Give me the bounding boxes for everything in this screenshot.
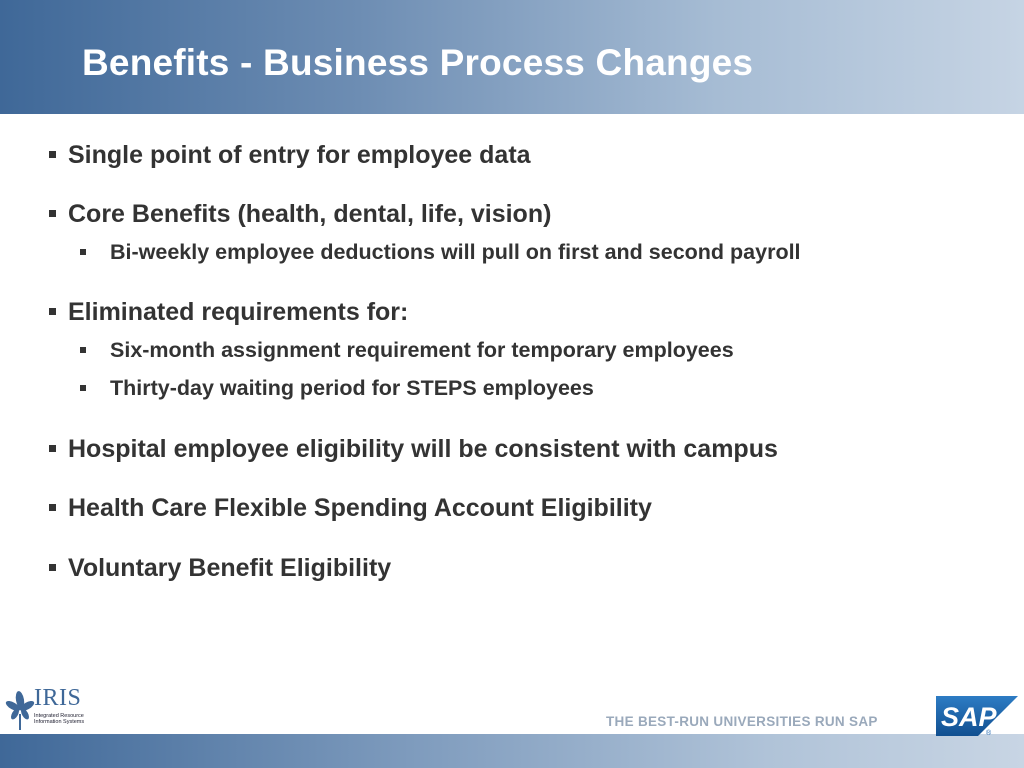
sub-bullet-item: [110, 338, 734, 363]
sap-logo-icon: [936, 696, 1018, 736]
bullet-marker: [49, 210, 56, 217]
bullet-marker: [49, 504, 56, 511]
bullet-text: Six-month assignment requirement for temporary employees: [110, 338, 734, 362]
iris-logo-text: IRIS: [34, 685, 82, 711]
sub-bullet-item: [110, 240, 801, 265]
bullet-marker: [80, 385, 86, 391]
slide-title: Benefits - Business Process Changes: [82, 42, 754, 83]
bullet-text: Single point of entry for employee data: [68, 141, 531, 169]
sub-bullet-item: [110, 376, 594, 401]
bullet-marker: [80, 347, 86, 353]
bullet-text: Hospital employee eligibility will be consistent with campus: [68, 435, 778, 463]
bullet-text: Health Care Flexible Spending Account Eligibility: [68, 494, 652, 522]
bullet-text: Thirty-day waiting period for STEPS employees: [110, 376, 594, 400]
bullet-item: [68, 435, 778, 464]
bullet-text: Core Benefits (health, dental, life, vision): [68, 200, 552, 228]
bullet-item: [68, 200, 551, 229]
svg-text:®: ®: [986, 730, 992, 736]
iris-logo-subtext: Integrated Resource Information Systems: [34, 713, 85, 725]
footer-tagline: THE BEST-RUN UNIVERSITIES RUN SAP: [606, 714, 878, 729]
bullet-text: Eliminated requirements for:: [68, 298, 409, 326]
bullet-text: Bi-weekly employee deductions will pull on first and second payroll: [110, 240, 801, 264]
bullet-item: [68, 494, 652, 523]
bullet-marker: [49, 151, 56, 158]
bullet-marker: [80, 249, 86, 255]
bullet-marker: [49, 308, 56, 315]
bullet-text: Voluntary Benefit Eligibility: [68, 554, 392, 582]
bullet-marker: [49, 564, 56, 571]
bullet-item: [68, 141, 531, 170]
footer-band: [0, 734, 1024, 768]
svg-text:SAP: SAP: [941, 702, 997, 732]
bullet-marker: [49, 445, 56, 452]
bullet-item: [68, 298, 408, 327]
bullet-item: [68, 554, 391, 583]
